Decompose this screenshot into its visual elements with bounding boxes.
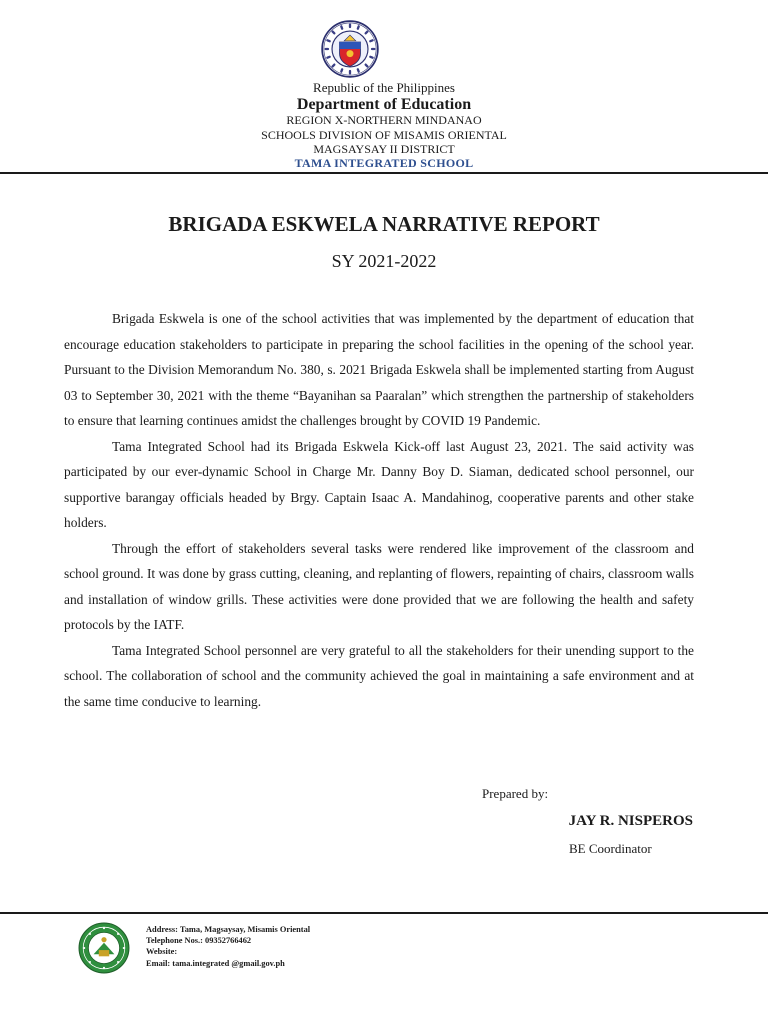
paragraph: Through the effort of stakeholders several tasks were rendered like improvement of the classroom and school ground. It was done by grass cutting, cleaning, and replanting of flowers, repainting of chairs, classroom walls and installation of window grills. These activities were done provided that we are following the health and safety protocols by the IATF. — [64, 540, 694, 632]
prepared-by-label: Prepared by: — [482, 786, 549, 801]
footer-email: Email: tama.integrated @gmail.gov.ph — [146, 958, 285, 968]
footer-contact — [146, 924, 310, 969]
footer-website: Website: — [146, 947, 178, 957]
department-name: Department of Education — [296, 96, 472, 113]
footer-divider — [0, 912, 768, 914]
paragraph: Tama Integrated School had its Brigada Eskwela Kick-off last August 23, 2021. The said activity was participated by our ever-dynamic School in Charge Mr. Danny Boy D. Siaman, dedicated school personnel, our supportive barangay officials headed by Brgy. Captain Isaac A. Mandahinog, cooperative parents and other stake holders. — [64, 438, 694, 530]
footer-telephone: Telephone Nos.: 09352766462 — [146, 936, 252, 946]
report-title: BRIGADA ESKWELA NARRATIVE REPORT — [168, 212, 600, 236]
division-line: SCHOOLS DIVISION OF MISAMIS ORIENTAL — [261, 128, 507, 142]
header-divider — [0, 172, 768, 174]
paragraph: Brigada Eskwela is one of the school activities that was implemented by the department of education that encourage education stakeholders to participate in preparing the school facilities in the opening of the school year. Pursuant to the Division Memorandum No. 380, s. 2021 Brigada Eskwela shall be implemented starting from August 03 to September 30, 2021 with the theme “Bayanihan sa Paaralan” which strengthen the partnership of stakeholders to ensure that learning continues amidst the challenges brought by COVID 19 Pandemic. — [64, 311, 694, 428]
school-logo-icon — [78, 922, 130, 974]
footer-address: Address: Tama, Magsaysay, Misamis Oriental — [146, 925, 311, 934]
deped-seal-icon — [321, 20, 379, 78]
school-name: TAMA INTEGRATED SCHOOL — [294, 156, 474, 170]
paragraph: Tama Integrated School personnel are very grateful to all the stakeholders for their unending support to the school. The collaboration of school and the community achieved the goal in maintaining a safe environment and at the same time conducive to learning. — [64, 642, 694, 709]
region-line: REGION X-NORTHERN MINDANAO — [286, 113, 482, 127]
school-year: SY 2021-2022 — [331, 251, 437, 271]
report-body — [64, 306, 694, 714]
preparer-name: JAY R. NISPEROS — [568, 813, 693, 829]
district-line: MAGSAYSAY II DISTRICT — [313, 142, 455, 156]
preparer-role: BE Coordinator — [569, 841, 652, 856]
republic-line: Republic of the Philippines — [313, 80, 455, 95]
